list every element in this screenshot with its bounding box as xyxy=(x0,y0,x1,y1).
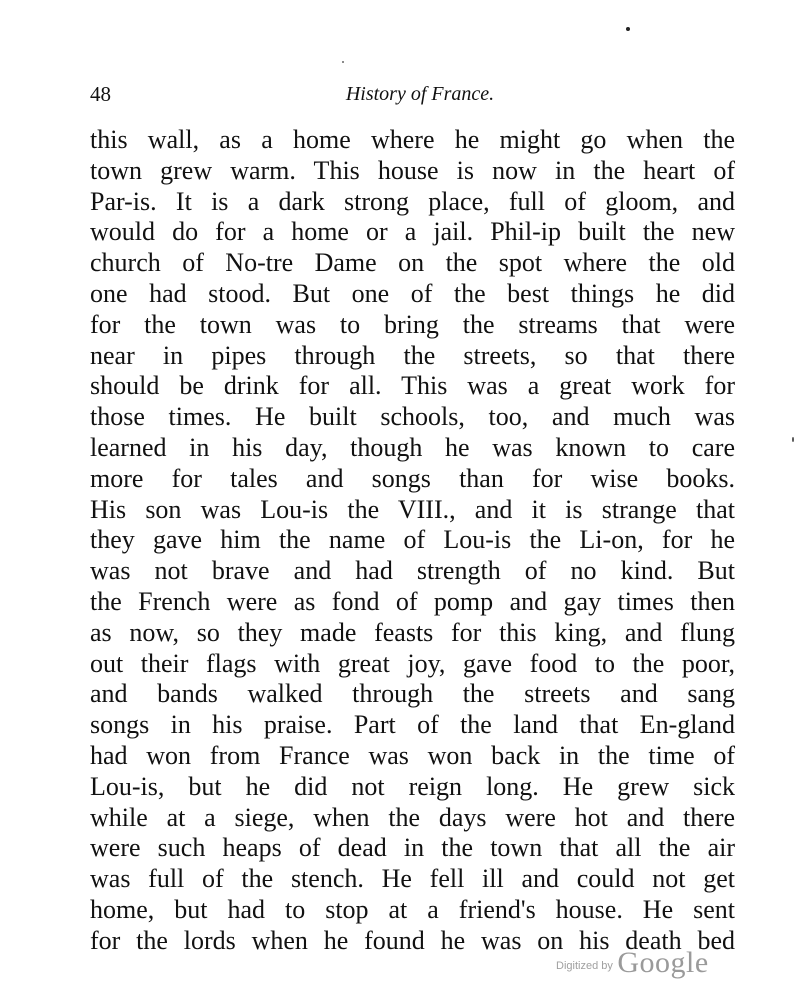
text-line: one had stood. But one of the best things he did xyxy=(90,278,735,308)
text-line: as now, so they made feasts for this king, and flung xyxy=(90,617,735,647)
text-line: for the town was to bring the streams that were xyxy=(90,309,735,339)
running-title: History of France. xyxy=(345,83,495,105)
text-line: more for tales and songs than for wise books. xyxy=(90,463,735,493)
text-line: out their flags with great joy, gave food to the poor, xyxy=(90,648,735,678)
text-line: town grew warm. This house is now in the heart of xyxy=(90,155,735,185)
digitized-by-label: Digitized by xyxy=(556,960,613,972)
digitized-by-google-watermark xyxy=(556,946,709,980)
text-line: had won from France was won back in the time of xyxy=(90,740,735,770)
page-number: 48 xyxy=(90,82,111,106)
text-line: was full of the stench. He fell ill and could not get xyxy=(90,864,735,894)
text-line: and bands walked through the streets and sang xyxy=(90,679,735,709)
text-line: were such heaps of dead in the town that all the air xyxy=(90,833,735,863)
text-line: near in pipes through the streets, so that there xyxy=(90,340,735,370)
print-speck xyxy=(342,61,344,63)
text-line: church of No-tre Dame on the spot where the old xyxy=(90,248,735,278)
text-line: while at a siege, when the days were hot and there xyxy=(90,802,735,832)
text-line: learned in his day, though he was known to care xyxy=(90,432,735,462)
print-speck xyxy=(792,437,794,442)
text-line: Lou-is, but he did not reign long. He grew sick xyxy=(90,771,735,801)
text-line: for the lords when he found he was on his death bed xyxy=(90,925,735,955)
text-line: would do for a home or a jail. Phil-ip built the new xyxy=(90,217,735,247)
text-line: was not brave and had strength of no kind. But xyxy=(90,556,735,586)
text-line: His son was Lou-is the VIII., and it is strange that xyxy=(90,494,735,524)
print-speck xyxy=(626,27,630,31)
text-line: songs in his praise. Part of the land that En-gland xyxy=(90,710,735,740)
text-line: home, but had to stop at a friend's house. He sent xyxy=(90,894,735,924)
text-line: the French were as fond of pomp and gay times then xyxy=(90,586,735,616)
text-line: they gave him the name of Lou-is the Li-on, for he xyxy=(90,525,735,555)
body-text xyxy=(90,125,735,957)
text-line: Par-is. It is a dark strong place, full of gloom, and xyxy=(90,186,735,216)
text-line: this wall, as a home where he might go when the xyxy=(90,125,735,154)
text-line: those times. He built schools, too, and much was xyxy=(90,402,735,432)
text-line: should be drink for all. This was a great work for xyxy=(90,371,735,401)
google-logo: Google xyxy=(617,946,709,979)
